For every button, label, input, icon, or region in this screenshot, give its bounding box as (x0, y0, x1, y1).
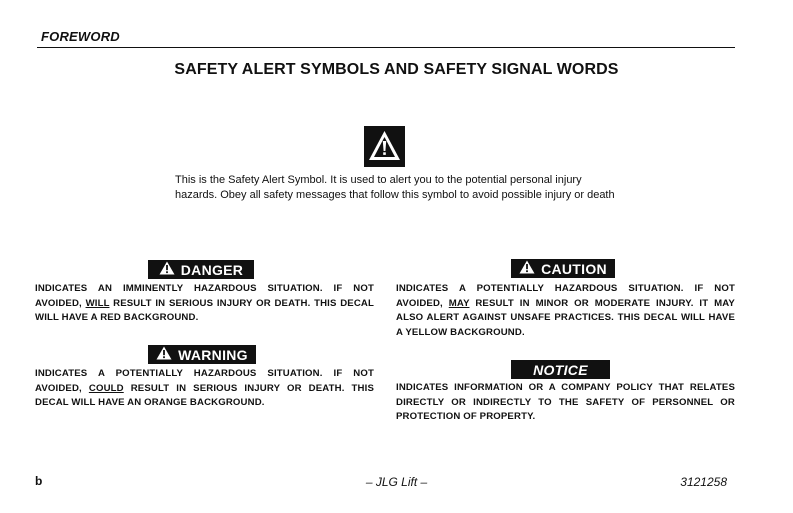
danger-signal-label (148, 260, 254, 279)
page-title: SAFETY ALERT SYMBOLS AND SAFETY SIGNAL WORDS (174, 61, 619, 78)
footer-doc-number: 3121258 (680, 475, 727, 489)
caution-label-text: CAUTION (541, 260, 607, 277)
section-header: FOREWORD (41, 29, 120, 44)
safety-alert-symbol (364, 126, 405, 167)
warning-description (35, 367, 374, 411)
alert-symbol-description: This is the Safety Alert Symbol. It is used to alert you to the potential personal injury hazards. Obey all safety messages that follow this symbol to avoid possible injury or death (175, 174, 615, 201)
caution-signal-label (511, 259, 615, 278)
notice-label-text: NOTICE (533, 361, 588, 378)
danger-description (35, 282, 374, 326)
warning-emphasis: COULD (88, 382, 124, 394)
notice-signal-label (511, 360, 610, 379)
caution-emphasis: MAY (448, 297, 470, 309)
footer-page-letter: b (35, 474, 43, 488)
warning-signal-label (148, 345, 256, 364)
warning-label-text: WARNING (178, 346, 248, 363)
warning-text-after: RESULT IN SERIOUS INJURY OR DEATH. THIS DECAL WILL HAVE AN ORANGE BACKGROUND. (35, 382, 374, 408)
warning-text-before: INDICATES A POTENTIALLY HAZARDOUS SITUATION. IF NOT AVOIDED, (35, 368, 374, 394)
warning-triangle-icon (519, 260, 535, 277)
danger-text-before: INDICATES AN IMMINENTLY HAZARDOUS SITUATION. IF NOT AVOIDED, (35, 283, 374, 309)
header-rule (37, 47, 735, 48)
warning-triangle-icon (364, 126, 405, 167)
danger-label-text: DANGER (180, 261, 244, 278)
warning-triangle-icon (156, 346, 172, 363)
caution-text-after: RESULT IN MINOR OR MODERATE INJURY. IT MAY ALSO ALERT AGAINST UNSAFE PRACTICES. THIS DECAL WILL HAVE A YELLOW BACKGROUND. (396, 297, 735, 338)
notice-description: INDICATES INFORMATION OR A COMPANY POLICY THAT RELATES DIRECTLY OR INDIRECTLY TO THE SAFETY OF PERSONNEL OR PROTECTION OF PROPERTY. (396, 382, 735, 422)
caution-description (396, 282, 735, 340)
caution-text-before: INDICATES A POTENTIALLY HAZARDOUS SITUATION. IF NOT AVOIDED, (396, 283, 735, 309)
footer-center-text: – JLG Lift – (365, 475, 428, 489)
warning-triangle-icon (159, 261, 175, 278)
danger-emphasis: WILL (85, 297, 110, 309)
danger-text-after: RESULT IN SERIOUS INJURY OR DEATH. THIS DECAL WILL HAVE A RED BACKGROUND. (35, 297, 374, 323)
